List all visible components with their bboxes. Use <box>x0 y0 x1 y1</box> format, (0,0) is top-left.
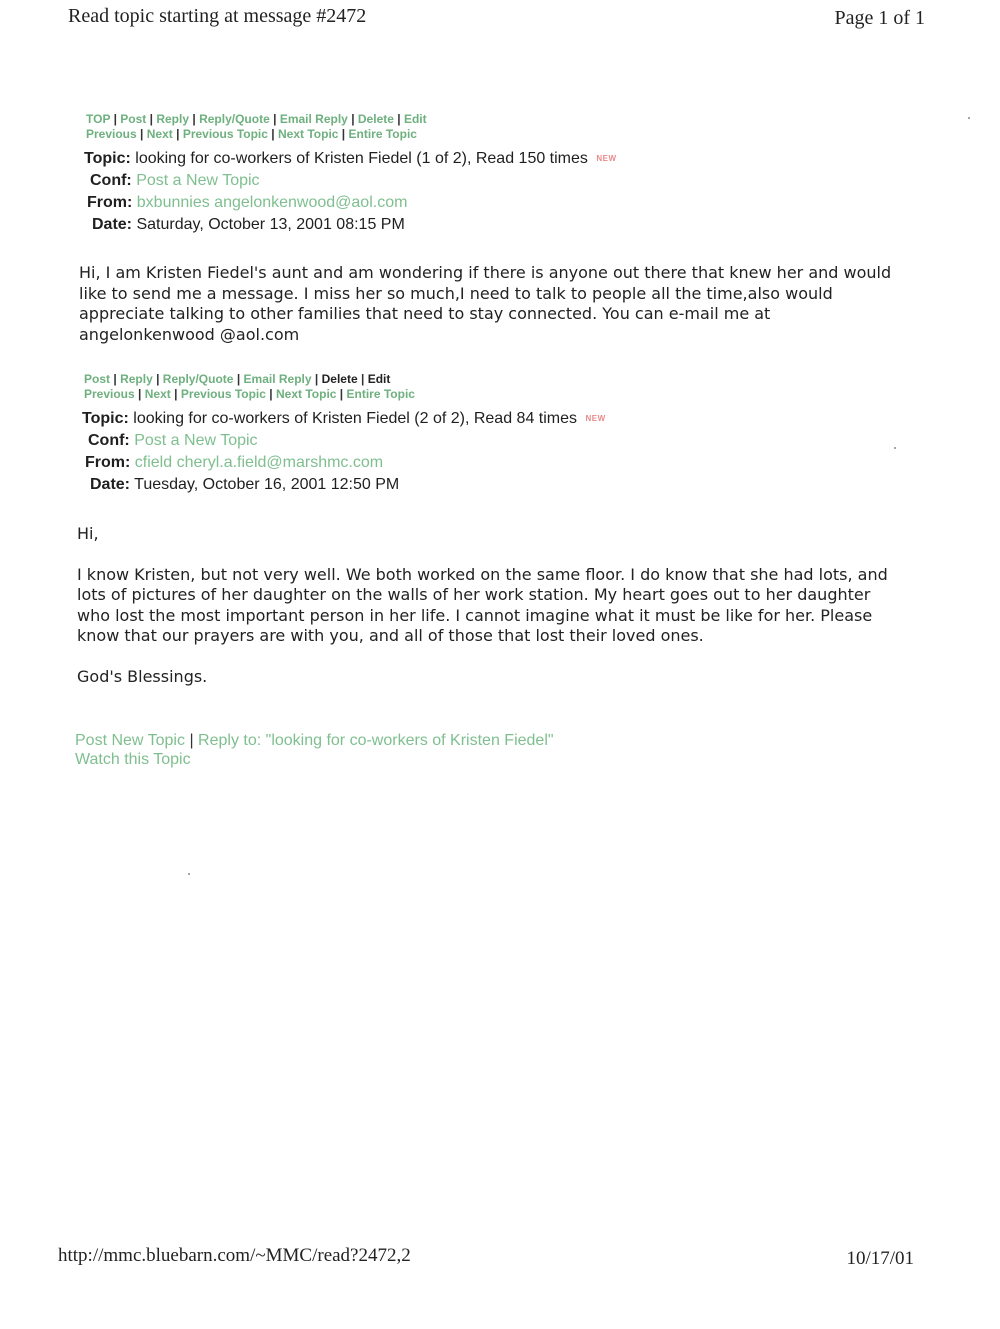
nav-separator: | <box>236 372 244 386</box>
nav-separator: | <box>138 387 145 401</box>
nav-reply-quote-link[interactable]: Reply/Quote <box>162 372 234 386</box>
from-label: From: <box>87 194 133 211</box>
message-2-nav-row2 <box>84 387 415 402</box>
nav-top-link[interactable]: TOP <box>86 112 111 126</box>
nav-separator: | <box>397 112 404 126</box>
message-1-nav-row2 <box>86 127 427 142</box>
nav-separator: | <box>271 127 278 141</box>
message-2-nav <box>84 372 415 402</box>
nav-reply-link[interactable]: Reply <box>120 372 153 386</box>
nav-separator: | <box>113 372 121 386</box>
topic-row <box>82 408 606 430</box>
nav-separator: | <box>192 112 200 126</box>
nav-separator: | <box>314 372 322 386</box>
topic-row <box>84 148 617 170</box>
message-1-meta <box>84 148 617 236</box>
message-2-meta <box>82 408 606 496</box>
nav-previous-topic-link[interactable]: Previous Topic <box>182 127 268 141</box>
post-new-topic-link[interactable]: Post a New Topic <box>134 432 258 449</box>
page-number: Page 1 of 1 <box>834 7 925 29</box>
nav-next-link[interactable]: Next <box>146 127 173 141</box>
topic-actions <box>75 731 554 769</box>
nav-entire-topic-link[interactable]: Entire Topic <box>348 127 417 141</box>
nav-separator: | <box>149 112 157 126</box>
nav-next-topic-link[interactable]: Next Topic <box>278 127 339 141</box>
watch-topic-action[interactable]: Watch this Topic <box>75 751 191 768</box>
author-email-link[interactable]: bxbunnies angelonkenwood@aol.com <box>136 194 408 211</box>
post-new-topic-link[interactable]: Post a New Topic <box>136 172 260 189</box>
nav-separator: | <box>113 112 121 126</box>
nav-separator: | <box>176 127 183 141</box>
nav-post-link[interactable]: Post <box>84 372 111 386</box>
date-value: Tuesday, October 16, 2001 12:50 PM <box>134 476 400 493</box>
nav-edit-link[interactable]: Edit <box>403 112 427 126</box>
conf-label: Conf: <box>90 172 132 189</box>
nav-delete-link[interactable]: Delete <box>357 112 394 126</box>
message-paragraph: Hi, <box>77 524 99 543</box>
topic-label: Topic: <box>82 410 129 427</box>
page-url: http://mmc.bluebarn.com/~MMC/read?2472,2 <box>58 1245 411 1266</box>
message-1-body <box>79 263 909 345</box>
topic-value: looking for co-workers of Kristen Fiedel (1 of 2), Read 150 times <box>135 150 588 167</box>
post-new-topic-action[interactable]: Post New Topic <box>75 732 185 749</box>
topic-label: Topic: <box>84 150 131 167</box>
nav-delete-text: Delete <box>321 372 358 386</box>
new-badge: NEW <box>596 154 617 163</box>
message-paragraph: God's Blessings. <box>77 666 208 686</box>
scan-speck <box>894 447 896 449</box>
nav-entire-topic-link[interactable]: Entire Topic <box>346 387 415 401</box>
nav-email-reply-link[interactable]: Email Reply <box>279 112 348 126</box>
from-label: From: <box>85 454 131 471</box>
nav-separator: | <box>341 127 349 141</box>
conf-row <box>84 170 617 192</box>
nav-separator: | <box>360 372 368 386</box>
reply-to-topic-action[interactable]: Reply to: "looking for co-workers of Kristen Fiedel" <box>198 732 554 749</box>
nav-separator: | <box>269 387 276 401</box>
conf-label: Conf: <box>88 432 130 449</box>
page-header-title: Read topic starting at message #2472 <box>68 5 367 27</box>
action-separator: | <box>189 732 199 749</box>
new-badge: NEW <box>585 414 606 423</box>
from-row <box>84 192 617 214</box>
date-value: Saturday, October 13, 2001 08:15 PM <box>136 216 405 233</box>
from-row <box>82 452 606 474</box>
message-paragraph: I know Kristen, but not very well. We both worked on the same floor. I do know that she had lots, and lots of pictures of her daughter on the walls of her work station. My heart goes out to her daughter who lost the most important person in her life. I cannot imagine what it must be like for her. Please know that our prayers are with you, and all of those that lost their loved ones. <box>77 564 888 645</box>
nav-separator: | <box>156 372 163 386</box>
message-2-nav-row1 <box>84 372 415 387</box>
message-2-body <box>77 524 907 687</box>
nav-previous-link[interactable]: Previous <box>84 387 135 401</box>
message-1-nav <box>86 112 427 142</box>
nav-separator: | <box>140 127 147 141</box>
topic-value: looking for co-workers of Kristen Fiedel (2 of 2), Read 84 times <box>133 410 578 427</box>
date-label: Date: <box>90 476 131 493</box>
scan-speck <box>188 873 190 875</box>
print-date: 10/17/01 <box>846 1248 914 1269</box>
nav-separator: | <box>351 112 358 126</box>
nav-separator: | <box>339 387 347 401</box>
author-email-link[interactable]: cfield cheryl.a.field@marshmc.com <box>134 454 384 471</box>
nav-separator: | <box>174 387 181 401</box>
nav-post-link[interactable]: Post <box>120 112 147 126</box>
nav-reply-link[interactable]: Reply <box>156 112 190 126</box>
date-row <box>84 214 617 236</box>
nav-email-reply-link[interactable]: Email Reply <box>243 372 312 386</box>
nav-edit-text: Edit <box>367 372 391 386</box>
conf-row <box>82 430 606 452</box>
nav-reply-quote-link[interactable]: Reply/Quote <box>199 112 270 126</box>
scan-speck <box>968 117 970 119</box>
nav-next-topic-link[interactable]: Next Topic <box>276 387 337 401</box>
date-label: Date: <box>92 216 133 233</box>
nav-next-link[interactable]: Next <box>144 387 171 401</box>
nav-previous-topic-link[interactable]: Previous Topic <box>180 387 266 401</box>
nav-separator: | <box>273 112 280 126</box>
nav-previous-link[interactable]: Previous <box>86 127 137 141</box>
message-1-nav-row1 <box>86 112 427 127</box>
message-paragraph: Hi, I am Kristen Fiedel's aunt and am wondering if there is anyone out there that knew her and would like to send me a message. I miss her so much,I need to talk to people all the time,also would appreciate talking to other families that need to stay connected. You can e-mail me at angelonkenwood @aol.com <box>79 263 892 344</box>
date-row <box>82 474 606 496</box>
